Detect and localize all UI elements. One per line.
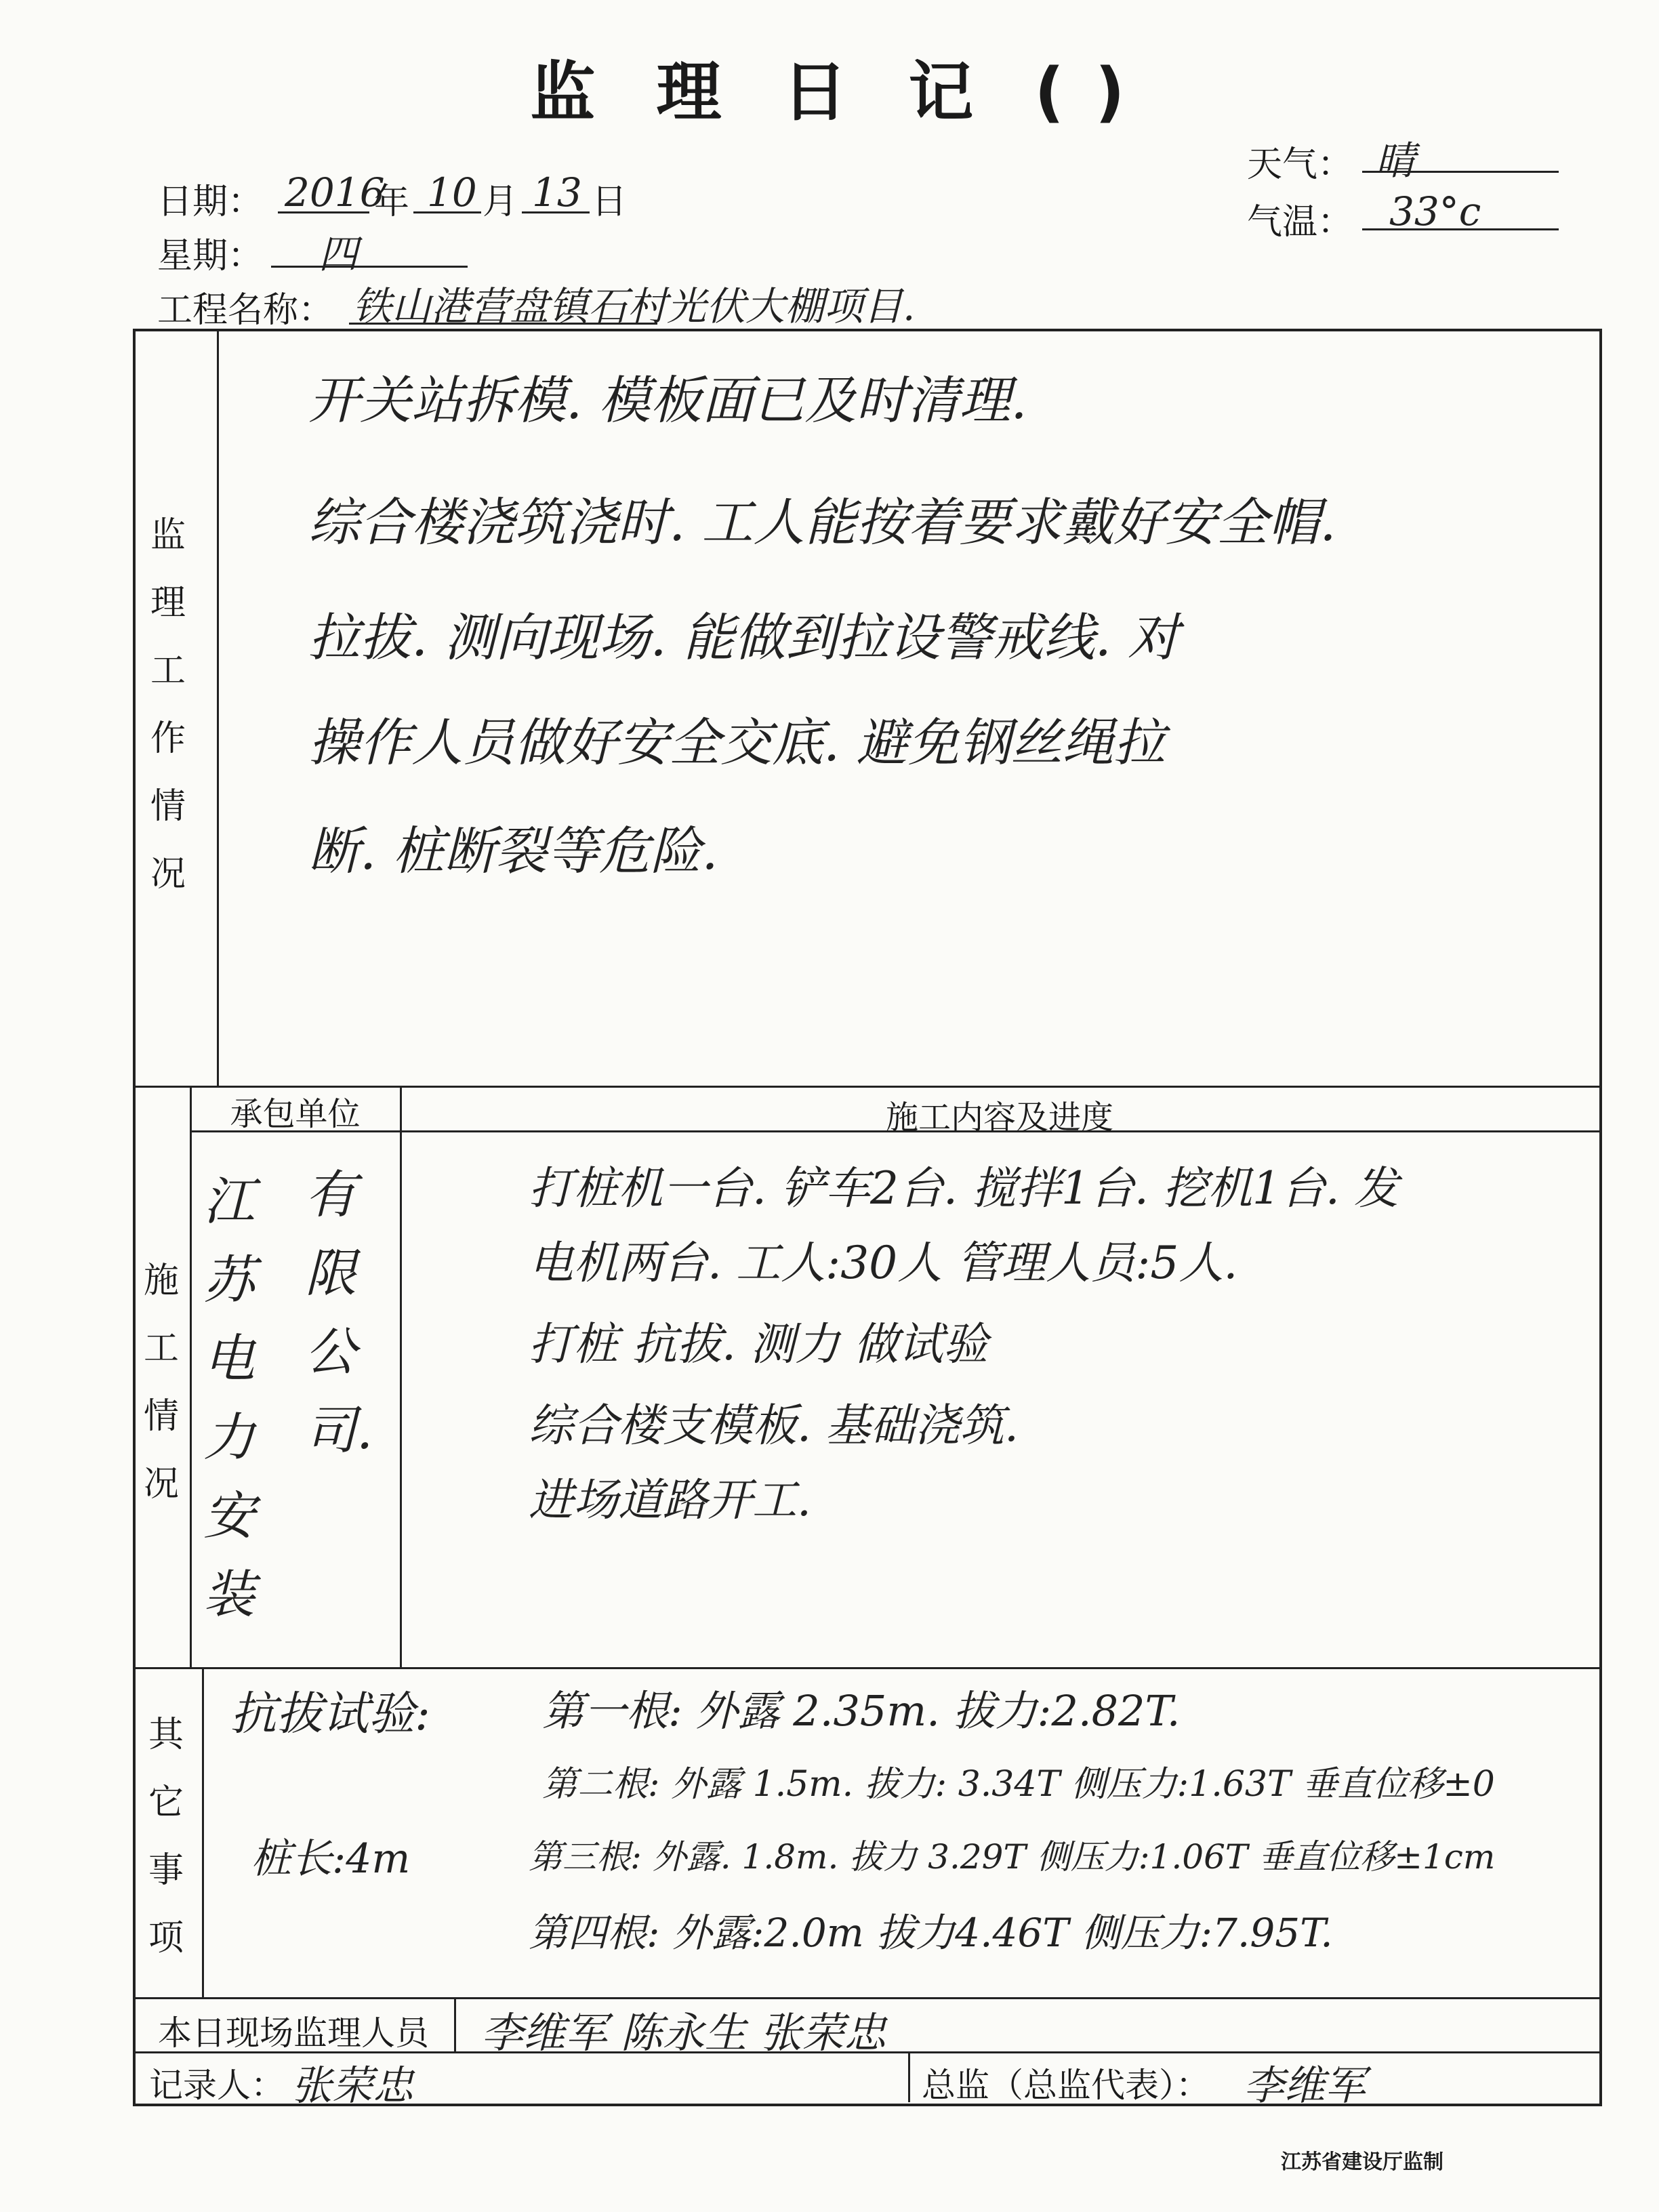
other-label-char: 其 <box>148 1715 184 1755</box>
supervision-label-char: 监 <box>150 515 186 556</box>
vline-contractor <box>400 1086 402 1667</box>
contractor-char: 限 <box>305 1243 356 1303</box>
supervision-line: 操作人员做好安全交底. 避免钢丝绳拉 <box>308 712 1166 773</box>
date-year-underline <box>278 211 369 213</box>
contractor-char: 苏 <box>203 1250 255 1310</box>
progress-line: 进场道路开工. <box>529 1474 811 1526</box>
other-label-char: 项 <box>148 1918 184 1959</box>
vline-supervision-label <box>217 329 219 1086</box>
pile-length: 桩长:4m <box>251 1835 411 1883</box>
progress-line: 打桩 抗拔. 测力 做试验 <box>529 1318 988 1370</box>
date-month-unit: 月 <box>483 182 518 222</box>
contractor-char: 力 <box>203 1407 255 1467</box>
supervision-label-char: 工 <box>150 651 186 691</box>
temperature-label: 气温： <box>1247 202 1353 243</box>
contractor-char: 有 <box>305 1164 356 1225</box>
vline-staff <box>454 1997 456 2051</box>
construction-label-char: 况 <box>143 1464 179 1504</box>
test-row: 第四根: 外露:2.0m 拔力4.46T 侧压力:7.95T. <box>529 1910 1333 1956</box>
weather-value: 晴 <box>1376 138 1416 184</box>
contractor-column-1 <box>203 1162 255 1634</box>
issuer-note: 江苏省建设厅监制 <box>1281 2150 1443 2174</box>
temperature-underline <box>1362 228 1559 230</box>
other-label-char: 事 <box>148 1850 184 1891</box>
vline-footer <box>908 2051 910 2102</box>
vline-construction-label <box>190 1086 192 1667</box>
contractor-column-2 <box>305 1155 373 1470</box>
supervision-label-char: 况 <box>150 854 186 895</box>
date-year: 2016 <box>285 169 385 216</box>
recorder-name: 张荣忠 <box>291 2062 413 2110</box>
supervision-label <box>141 501 195 908</box>
contractor-char: 电 <box>203 1328 255 1389</box>
form-title-suffix: ( ) <box>1034 54 1129 130</box>
supervision-line: 综合楼浇筑浇时. 工人能按着要求戴好安全帽. <box>308 492 1336 552</box>
weekday-label: 星期： <box>157 236 264 276</box>
date-day: 13 <box>532 169 582 216</box>
supervision-label-char: 情 <box>150 786 186 827</box>
project-label: 工程名称： <box>157 290 334 331</box>
date-day-underline <box>522 211 590 213</box>
other-label-char: 它 <box>148 1782 184 1823</box>
contractor-char: 司. <box>305 1400 373 1460</box>
construction-label <box>134 1247 188 1518</box>
other-label <box>139 1701 193 1972</box>
supervision-label-char: 理 <box>150 583 186 623</box>
weather-label: 天气： <box>1247 144 1353 185</box>
form-title <box>0 41 1659 134</box>
vline-other-label <box>202 1667 204 1997</box>
date-month: 10 <box>427 169 477 216</box>
test-label: 抗拔试验: <box>230 1687 430 1741</box>
weekday-underline <box>271 266 468 268</box>
contractor-char: 江 <box>203 1171 255 1231</box>
weather-underline <box>1362 171 1559 173</box>
test-row: 第二根: 外露 1.5m. 拔力: 3.34T 侧压力:1.63T 垂直位移±0 <box>542 1764 1495 1805</box>
project-value: 铁山港营盘镇石村光伏大棚项目. <box>352 283 916 329</box>
supervision-line: 断. 桩断裂等危险. <box>308 821 718 881</box>
chief-name: 李维军 <box>1244 2062 1366 2110</box>
progress-line: 电机两台. 工人:30人 管理人员:5人. <box>529 1237 1238 1289</box>
project-underline <box>349 323 657 325</box>
contractor-header: 承包单位 <box>230 1095 361 1133</box>
chief-label: 总监（总监代表）： <box>922 2066 1210 2105</box>
temperature-value: 33°c <box>1389 188 1481 234</box>
staff-names: 李维军 陈永生 张荣忠 <box>481 2008 886 2057</box>
staff-label: 本日现场监理人员 <box>158 2013 429 2053</box>
test-row: 第一根: 外露 2.35m. 拔力:2.82T. <box>542 1686 1181 1736</box>
supervision-label-char: 作 <box>150 718 186 759</box>
date-month-underline <box>413 211 481 213</box>
recorder-label: 记录人： <box>149 2066 285 2105</box>
date-day-unit: 日 <box>592 182 628 222</box>
date-year-unit: 年 <box>374 182 410 222</box>
contractor-char: 公 <box>305 1322 356 1382</box>
progress-header: 施工内容及进度 <box>885 1099 1113 1136</box>
progress-line: 综合楼支模板. 基础浇筑. <box>529 1399 1019 1452</box>
test-row: 第三根: 外露. 1.8m. 拔力 3.29T 侧压力:1.06T 垂直位移±1cm <box>529 1837 1496 1877</box>
date-label: 日期： <box>157 182 264 222</box>
construction-label-char: 工 <box>143 1328 179 1369</box>
contractor-char: 安 <box>203 1486 255 1546</box>
construction-label-char: 情 <box>143 1396 179 1437</box>
progress-line: 打桩机一台. 铲车2台. 搅拌1台. 挖机1台. 发 <box>529 1162 1399 1214</box>
contractor-char: 装 <box>203 1564 255 1624</box>
supervision-line: 开关站拆模. 模板面已及时清理. <box>308 370 1027 430</box>
construction-label-char: 施 <box>143 1261 179 1301</box>
weekday-value: 四 <box>319 231 359 277</box>
divider-construction <box>133 1667 1599 1669</box>
form-title-text: 监理日记 <box>530 54 1035 130</box>
supervision-line: 拉拔. 测向现场. 能做到拉设警戒线. 对 <box>308 607 1179 668</box>
